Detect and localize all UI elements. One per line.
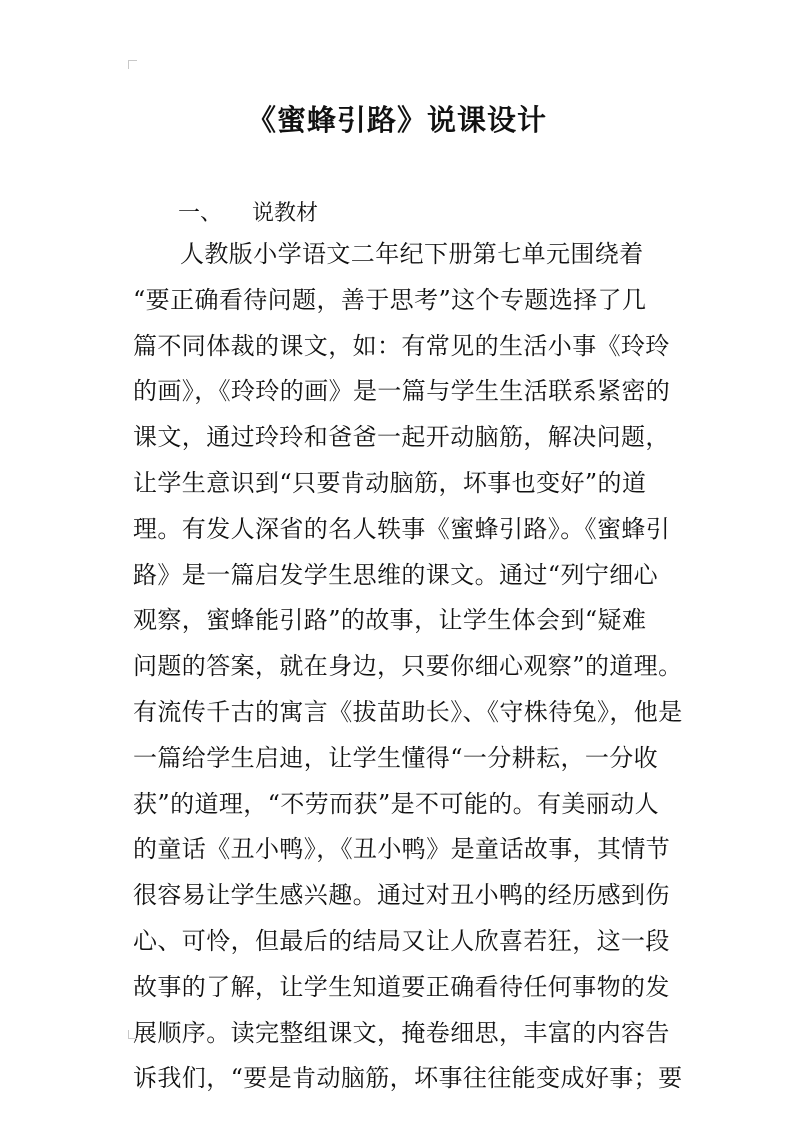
body-paragraph	[133, 232, 683, 1102]
section-title: 说教材	[252, 201, 319, 226]
document-title: 《蜜蜂引路》说课设计	[246, 103, 547, 137]
text-line: 心、可怜，但最后的结局又让人欣喜若狂，这一段	[133, 926, 670, 955]
text-line: 展顺序。读完整组课文，掩卷细思，丰富的内容告	[133, 1018, 670, 1047]
crop-mark-top	[128, 60, 137, 69]
text-line: 篇不同体裁的课文，如：有常见的生活小事《玲玲	[133, 331, 670, 360]
text-line: 诉我们，“要是肯动脑筋，坏事往往能变成好事；要	[133, 1064, 683, 1093]
text-line: 让学生意识到“只要肯动脑筋，坏事也变好”的道	[133, 468, 647, 497]
text-line: 很容易让学生感兴趣。通过对丑小鸭的经历感到伤	[133, 881, 670, 910]
text-line: 获”的道理，“不劳而获”是不可能的。有美丽动人	[133, 789, 660, 818]
crop-mark-bottom	[128, 1030, 137, 1039]
text-line: 观察，蜜蜂能引路”的故事，让学生体会到“疑难	[133, 606, 647, 635]
text-line: 路》是一篇启发学生思维的课文。通过“列宁细心	[133, 560, 659, 589]
section-heading	[178, 196, 318, 232]
text-line: 一篇给学生启迪，让学生懂得“一分耕耘，一分收	[133, 743, 659, 772]
text-line: 理。有发人深省的名人轶事《蜜蜂引路》。《蜜蜂引	[133, 514, 671, 543]
text-line: “要正确看待问题，善于思考”这个专题选择了几	[133, 285, 647, 314]
text-line: 人教版小学语文二年纪下册第七单元围绕着	[180, 240, 644, 268]
text-line: 有流传千古的寓言《拔苗助长》、《守株待兔》，他是	[133, 697, 683, 726]
text-line: 课文，通过玲玲和爸爸一起开动脑筋，解决问题，	[133, 423, 670, 452]
text-line: 的画》，《玲玲的画》是一篇与学生生活联系紧密的	[133, 377, 671, 406]
section-number: 一、	[178, 201, 223, 226]
text-line: 故事的了解，让学生知道要正确看待任何事物的发	[133, 972, 670, 1001]
text-line: 问题的答案，就在身边，只要你细心观察”的道理。	[133, 652, 683, 681]
text-line: 的童话《丑小鸭》，《丑小鸭》是童话故事，其情节	[133, 835, 671, 864]
